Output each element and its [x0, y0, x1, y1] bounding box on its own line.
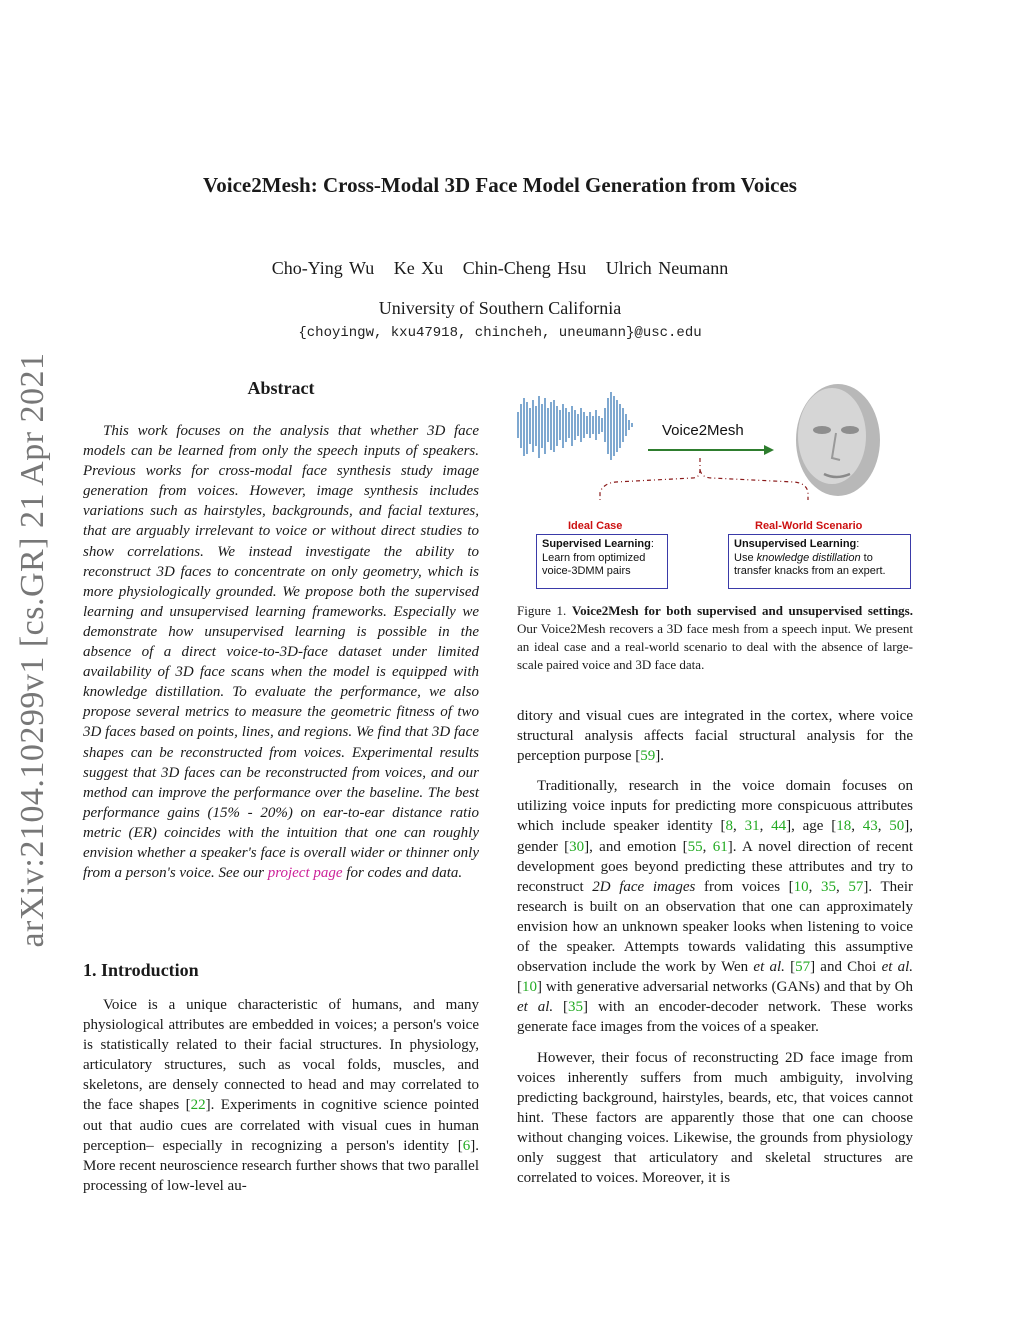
citation[interactable]: 30	[569, 838, 585, 855]
abstract-text-end: for codes and data.	[346, 865, 463, 882]
figure-1	[514, 378, 916, 596]
intro-text: ]. Experiments in cognitive science pointed out that audio cues are correlated with visual cues in human perception– especially in recognizing a person's identity [	[83, 1097, 479, 1154]
author-emails: {choyingw, kxu47918, chincheh, uneumann}@usc.edu	[298, 325, 702, 341]
unsupervised-title: Unsupervised Learning	[734, 538, 857, 550]
unsupervised-box: Unsupervised Learning: Use knowledge distillation to transfer knacks from an expert.	[728, 534, 911, 589]
arxiv-id: arXiv:2104.10299v1 [cs.GR] 21 Apr 2021	[14, 352, 51, 948]
brace-right	[700, 470, 808, 500]
text: ]. A novel direction of recent development goes beyond predicting these attributes and try to reconstruct	[517, 838, 913, 895]
arxiv-stamp	[8, 352, 58, 948]
intro-text: Voice is a unique characteristic of humans, and many physiological attributes are embedded in voices; a person's voice is statistically related to their facial structures. In physiology, articulatory structures, such as vocal folds, muscles, and skeletons, are densely connected to head and may correlated to the face shapes [	[83, 997, 479, 1114]
caption-label: Figure 1.	[517, 603, 567, 618]
emphasis: et al.	[517, 999, 554, 1016]
intro-paragraph	[83, 995, 479, 1196]
text: Traditionally, research in the voice domain focuses on utilizing voice inputs for predicting more conspicuous attributes which include speaker identity [	[517, 778, 913, 835]
text: ], age [	[786, 818, 837, 835]
emphasis: et al.	[753, 959, 785, 976]
supervised-text: Learn from optimized voice-3DMM pairs	[542, 551, 646, 577]
citation[interactable]: 8	[725, 818, 734, 835]
citation[interactable]: 22	[190, 1097, 206, 1114]
intro-body	[83, 995, 479, 1206]
caption-text: Our Voice2Mesh recovers a 3D face mesh from a speech input. We present an ideal case and a real-world scenario to deal with the absence of large-scale paired voice and 3D face data.	[517, 621, 913, 672]
voice2mesh-label: Voice2Mesh	[662, 422, 744, 439]
paragraph	[517, 1048, 913, 1189]
supervised-title: Supervised Learning	[542, 538, 651, 550]
abstract-body	[83, 421, 479, 883]
citation[interactable]: 50	[889, 818, 905, 835]
citation[interactable]: 18	[836, 818, 852, 835]
brace-left	[600, 458, 700, 500]
citation[interactable]: 44	[771, 818, 787, 835]
text: from voices [	[703, 878, 794, 895]
affiliation: University of Southern California	[378, 298, 622, 318]
citation[interactable]: 57	[795, 959, 811, 976]
intro-text: ]. More recent neuroscience research further shows that two parallel processing of low-level au-	[83, 1137, 479, 1194]
face-mesh-icon	[796, 384, 880, 496]
emphasis: et al.	[881, 959, 914, 976]
text: However, their focus of reconstructing 2D face image from voices inherently suffers from much ambiguity, involving predicting background, hairstyles, beards, etc, that voices cannot hint. These factors are apparently those that one can choose without changing voices. Likewise, the grounds from physiology only suggest that articulatory and skeletal structures are correlated to voices. Moreover, it is	[517, 1049, 913, 1187]
text: ], and emotion [	[584, 838, 688, 855]
text: ditory and visual cues are integrated in the cortex, where voice structural analysis affects facial structural analysis for the perception purpose [	[517, 708, 913, 765]
citation[interactable]: 43	[862, 818, 878, 835]
unsupervised-em: knowledge distillation	[756, 551, 861, 564]
citation[interactable]: 57	[848, 878, 864, 895]
unsupervised-pre: Use	[734, 551, 754, 564]
paragraph	[517, 706, 913, 766]
citation[interactable]: 61	[712, 838, 728, 855]
abstract-heading: Abstract	[247, 378, 315, 398]
paragraph: Traditionally, research in the voice domain focuses on utilizing voice inputs for predicting more conspicuous attributes which include speaker identity [8, 31, 44], age [18, 43, 50], gender [30], and emotion [55, 61]. A novel direction of recent development goes beyond predicting these attributes and try to reconstruct 2D face images from voices [10, 35, 57]. Their research is built on an observation that one can approximately envision how an unknown speaker looks when listening to voice of the speaker. Attempts towards validating this assumptive observation include the work by Wen et al. [57] and Choi et al. [10] with generative adversarial networks (GANs) and that by Oh et al. [35] with an encoder-decoder network. These works generate face images from the voices of a speaker.	[517, 778, 914, 1036]
ideal-case-label: Ideal Case	[568, 520, 623, 532]
citation[interactable]: 6	[462, 1137, 471, 1154]
citation[interactable]: 10	[793, 878, 809, 895]
right-column-body	[517, 706, 913, 1198]
text: with an encoder-decoder network. These works generate face images from the voices of a speaker.	[517, 999, 914, 1036]
arrow-head-icon	[764, 445, 774, 455]
abstract-text: This work focuses on the analysis that whether 3D face models can be learned from only the speech inputs of speakers. Previous works for cross-modal face synthesis study image generation from voices. However, image synthesis includes variations such as hairstyles, backgrounds, and facial textures, that are arguably irrelevant to voice or without direct studies to show correlations. We instead investigate the ability to reconstruct 3D faces to concentrate on only geometry, which is more physiologically grounded. We propose both the supervised learning and unsupervised learning frameworks. Especially we demonstrate how unsupervised learning is possible in the absence of a direct voice-to-3D-face dataset under limited availability of 3D face scans when the model is equipped with knowledge distillation. To evaluate the performance, we also propose several metrics to measure the geometric fitness of two 3D faces based on points, lines, and regions. We find that 3D face shapes can be reconstructed from voices. Experimental results suggest that 3D faces can be reconstructed from voices, and our method can improve the performance over the baseline. The best performance gains (15% - 20%) on ear-to-ear distance ratio metric (ER) coincides with the intuition that one can roughly envision whether a speaker's face is overall wider or thinner only from a person's voice. See our	[83, 423, 479, 882]
supervised-box: Supervised Learning: Learn from optimized voice-3DMM pairs	[536, 534, 668, 589]
unsupervised-post: to transfer knacks from an expert.	[734, 551, 886, 577]
intro-heading: 1. Introduction	[83, 960, 199, 980]
author-list: Cho-Ying Wu Ke Xu Chin-Cheng Hsu Ulrich Neumann	[271, 258, 729, 278]
citation[interactable]: 59	[640, 748, 656, 765]
text: with generative adversarial networks (GANs) and that by Oh	[545, 979, 913, 996]
real-world-label: Real-World Scenario	[755, 520, 863, 532]
citation[interactable]: 10	[522, 979, 537, 996]
citation[interactable]: 35	[568, 999, 584, 1016]
citation[interactable]: 31	[744, 818, 760, 835]
text: ]. Their research is built on an observation that one can approximately envision how an unknown speaker looks when listening to voice of the speaker. Attempts towards validating this assumptive observation include the work by Wen	[517, 878, 914, 976]
text: ], gender [	[517, 818, 914, 855]
citation[interactable]: 35	[821, 878, 837, 895]
emphasis: 2D face images	[592, 878, 696, 895]
project-page-link[interactable]: project page	[267, 865, 343, 882]
figure-caption	[517, 602, 913, 674]
waveform-icon	[518, 392, 632, 460]
text: ].	[655, 748, 665, 765]
paper-title: Voice2Mesh: Cross-Modal 3D Face Model Generation from Voices	[203, 173, 797, 197]
caption-bold: Voice2Mesh for both supervised and unsupervised settings.	[571, 603, 913, 618]
text: and Choi	[820, 959, 877, 976]
citation[interactable]: 55	[687, 838, 703, 855]
